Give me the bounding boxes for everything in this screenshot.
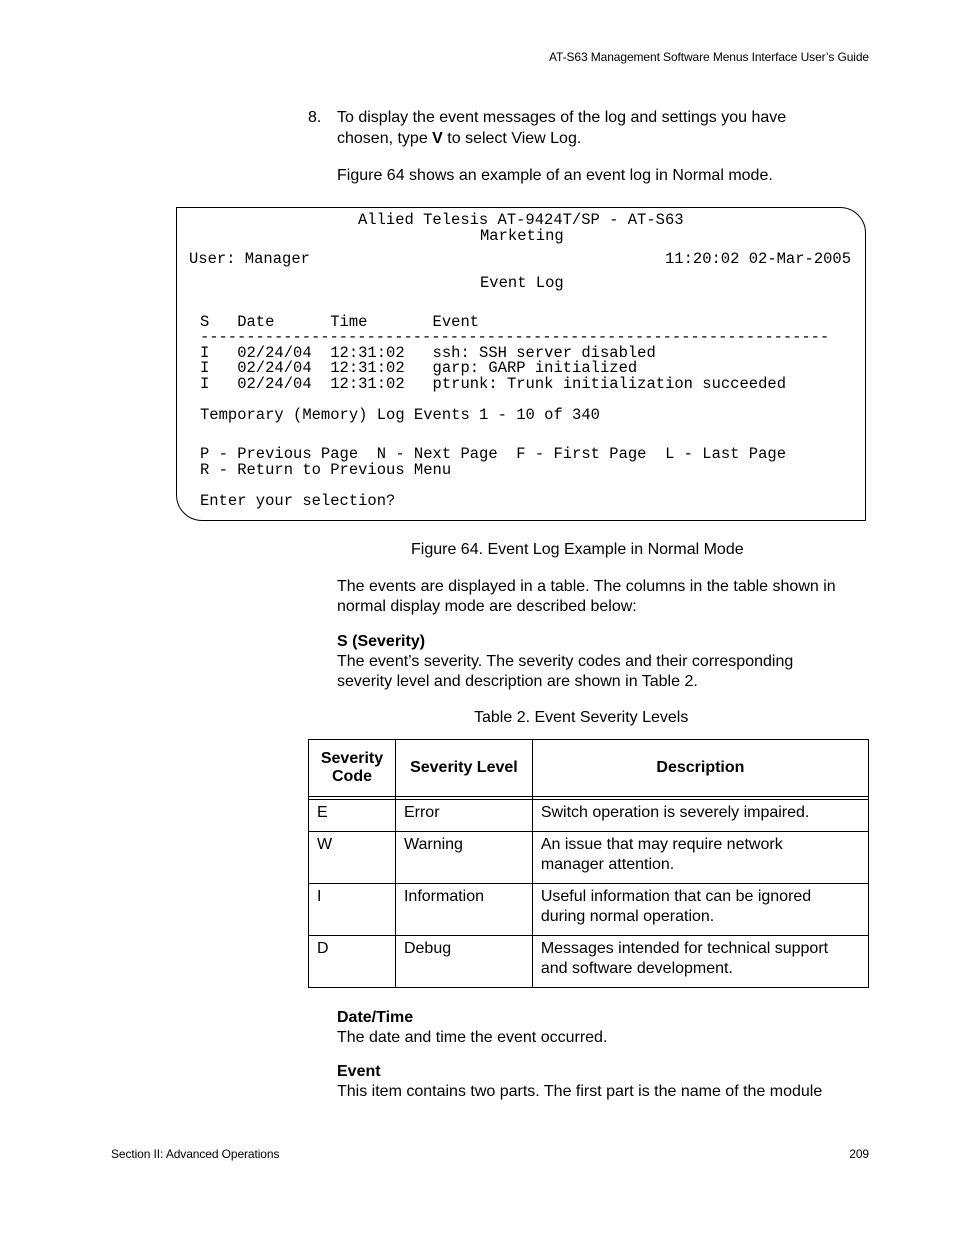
figure-caption: Figure 64. Event Log Example in Normal Mode <box>411 541 744 558</box>
step-number: 8. <box>308 109 322 126</box>
header-severity-code: Severity Code <box>309 740 396 797</box>
cell-level: Information <box>395 884 532 936</box>
page-number: 209 <box>849 1147 869 1161</box>
severity-table <box>308 739 869 988</box>
table-row <box>309 884 869 936</box>
header-severity-level: Severity Level <box>395 740 532 797</box>
terminal-row: I 02/24/04 12:31:02 ptrunk: Trunk initialization succeeded <box>200 375 786 393</box>
step-text-line1: To display the event messages of the log and settings you have <box>337 109 787 126</box>
table-row <box>309 936 869 988</box>
terminal-prompt: Enter your selection? <box>200 492 396 510</box>
table-caption: Table 2. Event Severity Levels <box>474 709 689 726</box>
severity-heading: S (Severity) <box>337 633 426 650</box>
cell-code: I <box>309 884 396 936</box>
severity-text-line: The event’s severity. The severity codes and their corresponding <box>337 653 794 670</box>
terminal-return-option: R - Return to Previous Menu <box>200 461 452 479</box>
event-text: This item contains two parts. The first part is the name of the module <box>337 1083 823 1100</box>
terminal-event-count: Temporary (Memory) Log Events 1 - 10 of 340 <box>200 406 600 424</box>
figure-intro: Figure 64 shows an example of an event log in Normal mode. <box>337 167 773 184</box>
footer-section: Section II: Advanced Operations <box>111 1147 280 1161</box>
terminal-datetime: 11:20:02 02-Mar-2005 <box>665 250 852 268</box>
cell-description: Switch operation is severely impaired. <box>532 800 868 832</box>
table-row <box>309 800 869 832</box>
running-header: AT-S63 Management Software Menus Interface User’s Guide <box>549 50 869 64</box>
cell-level: Error <box>395 800 532 832</box>
datetime-text: The date and time the event occurred. <box>337 1029 608 1046</box>
table-header-row <box>309 740 869 797</box>
cell-description: Messages intended for technical support and software development. <box>532 936 868 988</box>
terminal-nav-options: P - Previous Page N - Next Page F - First Page L - Last Page <box>200 445 786 463</box>
terminal-rule: -------------------------------------------------------------------- <box>200 328 830 346</box>
paragraph-line: The events are displayed in a table. The columns in the table shown in <box>337 578 836 595</box>
terminal-row: I 02/24/04 12:31:02 ssh: SSH server disabled <box>200 344 656 362</box>
header-description: Description <box>532 740 868 797</box>
cell-description: Useful information that can be ignored during normal operation. <box>532 884 868 936</box>
cell-code: E <box>309 800 396 832</box>
cell-code: W <box>309 832 396 884</box>
terminal-column-headers: S Date Time Event <box>200 313 480 331</box>
terminal-screen-name: Event Log <box>480 274 564 292</box>
terminal-user: User: Manager <box>189 250 310 268</box>
cell-code: D <box>309 936 396 988</box>
cell-description: An issue that may require network manager attention. <box>532 832 868 884</box>
terminal-title: Allied Telesis AT-9424T/SP - AT-S63 <box>358 211 684 229</box>
event-heading: Event <box>337 1063 381 1080</box>
datetime-heading: Date/Time <box>337 1009 414 1026</box>
severity-text-line: severity level and description are shown in Table 2. <box>337 673 698 690</box>
key-v: V <box>432 130 443 147</box>
paragraph-line: normal display mode are described below: <box>337 598 637 615</box>
cell-level: Warning <box>395 832 532 884</box>
table-row <box>309 832 869 884</box>
terminal-location: Marketing <box>480 227 564 245</box>
cell-level: Debug <box>395 936 532 988</box>
step-text-line2: chosen, type V to select View Log. <box>337 130 582 147</box>
terminal-row: I 02/24/04 12:31:02 garp: GARP initialized <box>200 359 638 377</box>
